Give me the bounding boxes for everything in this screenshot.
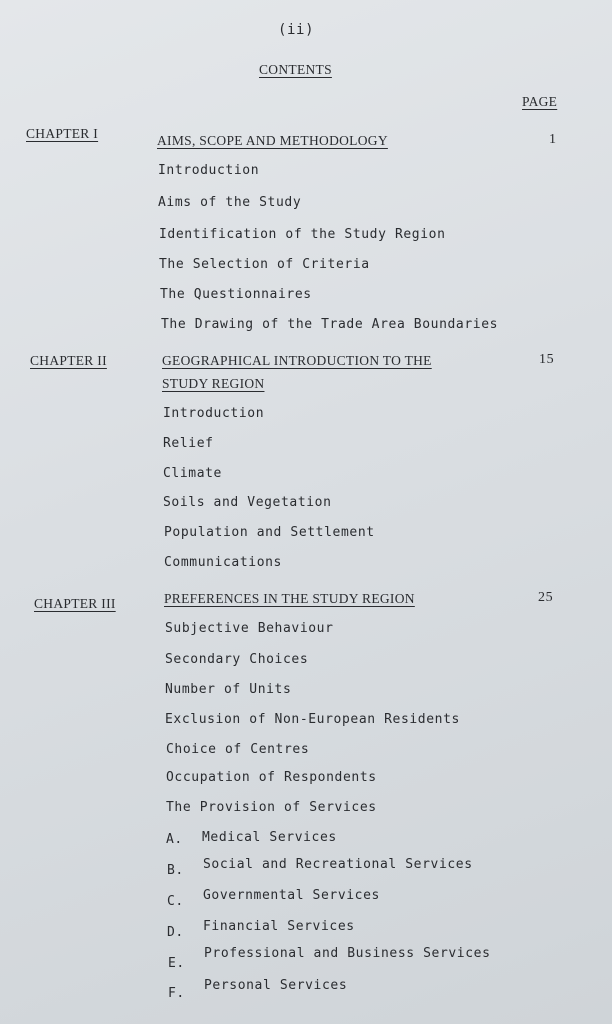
chapter-3-page: 25 [538,590,554,605]
toc-entry: The Drawing of the Trade Area Boundaries [161,317,499,332]
toc-subentry: Personal Services [204,978,348,993]
toc-entry: The Provision of Services [166,800,377,815]
toc-entry: Introduction [163,406,265,421]
toc-entry: The Selection of Criteria [159,257,370,272]
toc-subentry-letter: C. [167,894,184,909]
toc-entry: Population and Settlement [164,525,375,540]
toc-subentry-letter: E. [168,956,185,971]
contents-heading: CONTENTS [259,62,332,77]
chapter-3-title: PREFERENCES IN THE STUDY REGION [164,591,415,606]
toc-subentry-letter: F. [168,986,185,1001]
toc-entry: The Questionnaires [160,287,312,302]
toc-subentry-letter: B. [167,863,184,878]
toc-entry: Number of Units [165,682,292,697]
toc-entry: Introduction [158,163,260,178]
toc-subentry-letter: A. [166,832,183,847]
toc-entry: Secondary Choices [165,652,309,667]
toc-entry: Relief [163,436,214,451]
chapter-2-title-line-2: STUDY REGION [162,376,265,391]
toc-entry: Exclusion of Non-European Residents [165,712,460,727]
toc-entry: Aims of the Study [158,195,302,210]
toc-entry: Communications [164,555,282,570]
toc-entry: Subjective Behaviour [165,621,334,636]
toc-entry: Choice of Centres [166,742,310,757]
chapter-3-label: CHAPTER III [34,596,116,611]
toc-subentry: Professional and Business Services [204,946,491,961]
chapter-1-title: AIMS, SCOPE AND METHODOLOGY [157,133,388,148]
toc-subentry: Social and Recreational Services [203,857,473,872]
chapter-1-label: CHAPTER I [26,126,99,141]
toc-subentry: Financial Services [203,919,355,934]
chapter-2-page: 15 [539,352,555,367]
chapter-1-page: 1 [549,132,557,147]
toc-subentry: Governmental Services [203,888,380,903]
chapter-2-label: CHAPTER II [30,353,107,368]
chapter-2-title-line-1: GEOGRAPHICAL INTRODUCTION TO THE [162,353,432,368]
toc-entry: Identification of the Study Region [159,227,446,242]
toc-entry: Climate [163,466,222,481]
page-number: (ii) [278,22,315,38]
toc-subentry: Medical Services [202,830,337,845]
page-column-label: PAGE [522,94,558,109]
toc-entry: Soils and Vegetation [163,495,332,510]
toc-subentry-letter: D. [167,925,184,940]
toc-entry: Occupation of Respondents [166,770,377,785]
